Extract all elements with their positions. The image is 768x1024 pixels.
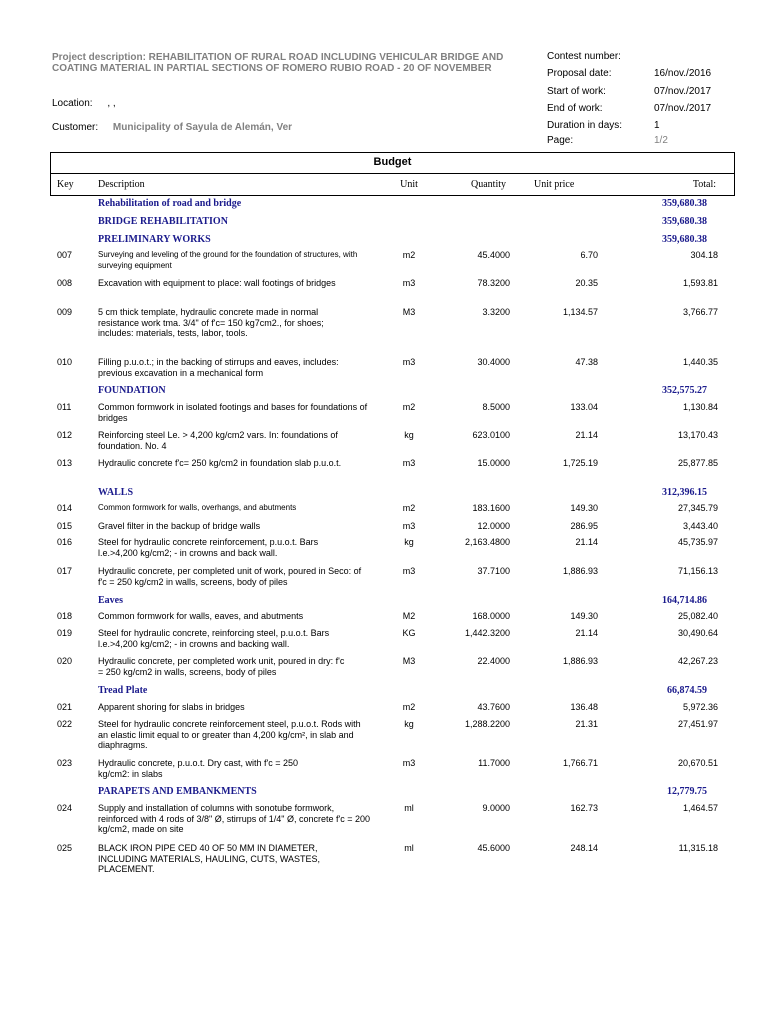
item-total: 13,170.43 (677, 430, 718, 440)
col-unit-price: Unit price (534, 179, 575, 190)
item-description: Common formwork for walls, eaves, and abutments (98, 611, 304, 621)
item-unit: ml (404, 843, 414, 853)
item-description: Common formwork for walls, overhangs, and abutments (98, 503, 297, 512)
budget-divider (51, 173, 734, 174)
section-title: BRIDGE REHABILITATION (98, 216, 228, 227)
item-key: 014 (57, 503, 73, 513)
item-key: 008 (57, 278, 73, 288)
item-unit-price: 1,886.93 (562, 566, 598, 576)
item-quantity: 168.0000 (472, 611, 510, 621)
item-unit-price: 248.14 (570, 843, 598, 853)
item-unit: m3 (402, 278, 416, 288)
section-title: Eaves (98, 595, 123, 606)
location-value: , , (107, 98, 116, 109)
item-quantity: 9.0000 (482, 803, 510, 813)
item-quantity: 15.0000 (477, 458, 510, 468)
item-key: 024 (57, 803, 73, 813)
item-quantity: 11.7000 (478, 758, 510, 768)
project-description (52, 52, 512, 74)
item-key: 025 (57, 843, 73, 853)
item-unit-price: 21.31 (575, 719, 598, 729)
item-description: Gravel filter in the backup of bridge walls (98, 521, 261, 531)
section-title: WALLS (98, 487, 134, 498)
item-total: 27,345.79 (677, 503, 718, 513)
item-unit: m3 (402, 458, 416, 468)
item-key: 015 (57, 521, 73, 531)
item-description: Steel for hydraulic concrete, reinforcing steel, p.u.o.t. Bars l.e.>4,200 kg/cm2; - in crowns and backing wall. (98, 628, 330, 649)
item-total: 1,130.84 (682, 402, 718, 412)
item-key: 009 (57, 307, 73, 317)
item-unit: M3 (402, 307, 416, 317)
col-description: Description (98, 179, 145, 190)
item-description: Hydraulic concrete, p.u.o.t. Dry cast, with f'c = 250 kg/cm2: in slabs (98, 758, 299, 779)
item-total: 25,082.40 (677, 611, 718, 621)
section-title: PARAPETS AND EMBANKMENTS (98, 786, 257, 797)
item-unit: m2 (402, 250, 416, 260)
item-unit-price: 286.95 (570, 521, 598, 531)
section-total: 164,714.86 (662, 595, 707, 606)
item-total: 20,670.51 (677, 758, 718, 768)
location-row (52, 98, 116, 109)
item-quantity: 37.7100 (477, 566, 510, 576)
item-key: 012 (57, 430, 73, 440)
item-description: Filling p.u.o.t.; in the backing of stirrups and eaves, includes: previous excavation in a mechanical form (98, 357, 339, 378)
item-description: Hydraulic concrete f'c= 250 kg/cm2 in foundation slab p.u.o.t. (98, 458, 342, 468)
item-unit-price: 162.73 (570, 803, 598, 813)
item-quantity: 12.0000 (477, 521, 510, 531)
item-quantity: 78.3200 (477, 278, 510, 288)
item-total: 1,464.57 (682, 803, 718, 813)
item-unit: m2 (402, 702, 416, 712)
item-total: 27,451.97 (677, 719, 718, 729)
item-description: 5 cm thick template, hydraulic concrete made in normal resistance work tma. 3/4" of f'c= 150 kg7cm2., for shoes; includes: materials, tests, labor, tools. (98, 307, 324, 338)
section-total: 66,874.59 (667, 685, 707, 696)
item-quantity: 2,163.4800 (464, 537, 510, 547)
duration-label: Duration in days: (547, 120, 623, 131)
item-unit: kg (404, 537, 414, 547)
proposal-date-label: Proposal date: (547, 68, 612, 79)
item-description: Apparent shoring for slabs in bridges (98, 702, 245, 712)
end-value: 07/nov./2017 (654, 103, 712, 114)
item-unit-price: 21.14 (575, 537, 598, 547)
item-unit: kg (404, 719, 414, 729)
section-total: 359,680.38 (662, 198, 707, 209)
item-total: 3,766.77 (682, 307, 718, 317)
item-unit: M2 (402, 611, 416, 621)
item-description: Hydraulic concrete, per completed work unit, poured in dry: f'c = 250 kg/cm2 in walls, screens, body of piles (98, 656, 345, 677)
end-label: End of work: (547, 103, 603, 114)
item-total: 42,267.23 (677, 656, 718, 666)
item-total: 25,877.85 (677, 458, 718, 468)
item-key: 021 (57, 702, 73, 712)
item-key: 022 (57, 719, 73, 729)
section-title: FOUNDATION (98, 385, 166, 396)
page-label: Page: (547, 135, 574, 146)
item-unit: m3 (402, 758, 416, 768)
item-key: 007 (57, 250, 73, 260)
item-unit: m3 (402, 521, 416, 531)
item-key: 018 (57, 611, 73, 621)
item-description: Surveying and leveling of the ground for the foundation of structures, with surveying equipment (98, 250, 358, 270)
section-title: PRELIMINARY WORKS (98, 234, 211, 245)
duration-value: 1 (654, 120, 660, 131)
location-label: Location: (52, 98, 93, 109)
col-quantity: Quantity (471, 179, 506, 190)
proposal-date-value: 16/nov./2016 (654, 68, 712, 79)
item-key: 023 (57, 758, 73, 768)
section-title: Tread Plate (98, 685, 148, 696)
col-unit: Unit (400, 179, 418, 190)
item-total: 5,972.36 (682, 702, 718, 712)
item-unit-price: 20.35 (575, 278, 598, 288)
item-unit-price: 6.70 (580, 250, 598, 260)
item-total: 71,156.13 (677, 566, 718, 576)
item-quantity: 22.4000 (477, 656, 510, 666)
item-unit-price: 47.38 (575, 357, 598, 367)
item-key: 010 (57, 357, 73, 367)
item-unit-price: 1,766.71 (562, 758, 598, 768)
item-unit-price: 1,134.57 (562, 307, 598, 317)
item-total: 3,443.40 (682, 521, 718, 531)
item-description: Excavation with equipment to place: wall footings of bridges (98, 278, 336, 288)
item-key: 020 (57, 656, 73, 666)
customer-value: Municipality of Sayula de Alemán, Ver (112, 122, 293, 133)
item-total: 11,315.18 (678, 843, 718, 853)
item-description: BLACK IRON PIPE CED 40 OF 50 MM IN DIAMETER, INCLUDING MATERIALS, HAULING, CUTS, WASTES, PLACEMENT. (98, 843, 321, 874)
item-quantity: 1,288.2200 (464, 719, 510, 729)
item-quantity: 45.6000 (477, 843, 510, 853)
project-description-text: Project description: REHABILITATION OF RURAL ROAD INCLUDING VEHICULAR BRIDGE AND COATING MATERIAL IN PARTIAL SECTIONS OF ROMERO RUBIO ROAD - 20 OF NOVEMBER (52, 52, 504, 74)
page-value: 1/2 (654, 135, 668, 146)
section-total: 359,680.38 (662, 216, 707, 227)
item-description: Hydraulic concrete, per completed unit of work, poured in Seco: of f'c = 250 kg/cm2 in walls, screens, body of piles (98, 566, 362, 587)
item-key: 013 (57, 458, 73, 468)
item-quantity: 623.0100 (472, 430, 510, 440)
customer-row (52, 122, 292, 133)
item-total: 30,490.64 (677, 628, 718, 638)
item-unit: m2 (402, 503, 416, 513)
item-unit: KG (402, 628, 416, 638)
section-total: 312,396.15 (662, 487, 707, 498)
item-key: 017 (57, 566, 73, 576)
section-total: 12,779.75 (667, 786, 707, 797)
section-total: 359,680.38 (662, 234, 707, 245)
item-description: Reinforcing steel Le. > 4,200 kg/cm2 vars. In: foundations of foundation. No. 4 (98, 430, 338, 451)
item-description: Steel for hydraulic concrete reinforcement steel, p.u.o.t. Rods with an elastic limit equal to or greater than 4,200 kg/cm², in slab and diaphragms. (98, 719, 361, 750)
item-unit-price: 21.14 (575, 628, 598, 638)
start-label: Start of work: (547, 86, 606, 97)
start-value: 07/nov./2017 (654, 86, 712, 97)
item-total: 1,593.81 (682, 278, 718, 288)
item-unit: m3 (402, 566, 416, 576)
item-quantity: 45.4000 (477, 250, 510, 260)
item-description: Common formwork in isolated footings and bases for foundations of bridges (98, 402, 368, 423)
item-key: 016 (57, 537, 73, 547)
item-unit: ml (404, 803, 414, 813)
item-unit-price: 136.48 (570, 702, 598, 712)
item-quantity: 1,442.3200 (464, 628, 510, 638)
item-total: 45,735.97 (677, 537, 718, 547)
col-total: Total: (692, 179, 716, 190)
item-unit: m3 (402, 357, 416, 367)
customer-label: Customer: (52, 122, 99, 133)
item-total: 1,440.35 (682, 357, 718, 367)
item-key: 019 (57, 628, 73, 638)
item-unit: m2 (402, 402, 416, 412)
item-unit: M3 (402, 656, 416, 666)
item-unit-price: 149.30 (570, 611, 598, 621)
item-unit-price: 1,886.93 (562, 656, 598, 666)
item-unit-price: 149.30 (570, 503, 598, 513)
item-unit-price: 21.14 (575, 430, 598, 440)
item-total: 304.18 (690, 250, 718, 260)
section-title: Rehabilitation of road and bridge (98, 198, 242, 209)
item-description: Steel for hydraulic concrete reinforcement, p.u.o.t. Bars l.e.>4,200 kg/cm2; - in crowns and back wall. (98, 537, 319, 558)
budget-title: Budget (373, 156, 412, 168)
item-quantity: 183.1600 (472, 503, 510, 513)
section-total: 352,575.27 (662, 385, 707, 396)
item-unit-price: 1,725.19 (562, 458, 598, 468)
item-quantity: 43.7600 (477, 702, 510, 712)
item-key: 011 (57, 402, 72, 412)
item-unit: kg (404, 430, 414, 440)
item-description: Supply and installation of columns with sonotube formwork, reinforced with 4 rods of 3/8" Ø, stirrups of 1/4" Ø, concrete f'c = 200 kg/cm2, made on site (98, 803, 370, 834)
item-unit-price: 133.04 (570, 402, 598, 412)
col-key: Key (57, 179, 74, 190)
item-quantity: 30.4000 (477, 357, 510, 367)
item-quantity: 8.5000 (482, 402, 510, 412)
item-quantity: 3.3200 (482, 307, 510, 317)
contest-number-label: Contest number: (547, 51, 621, 62)
